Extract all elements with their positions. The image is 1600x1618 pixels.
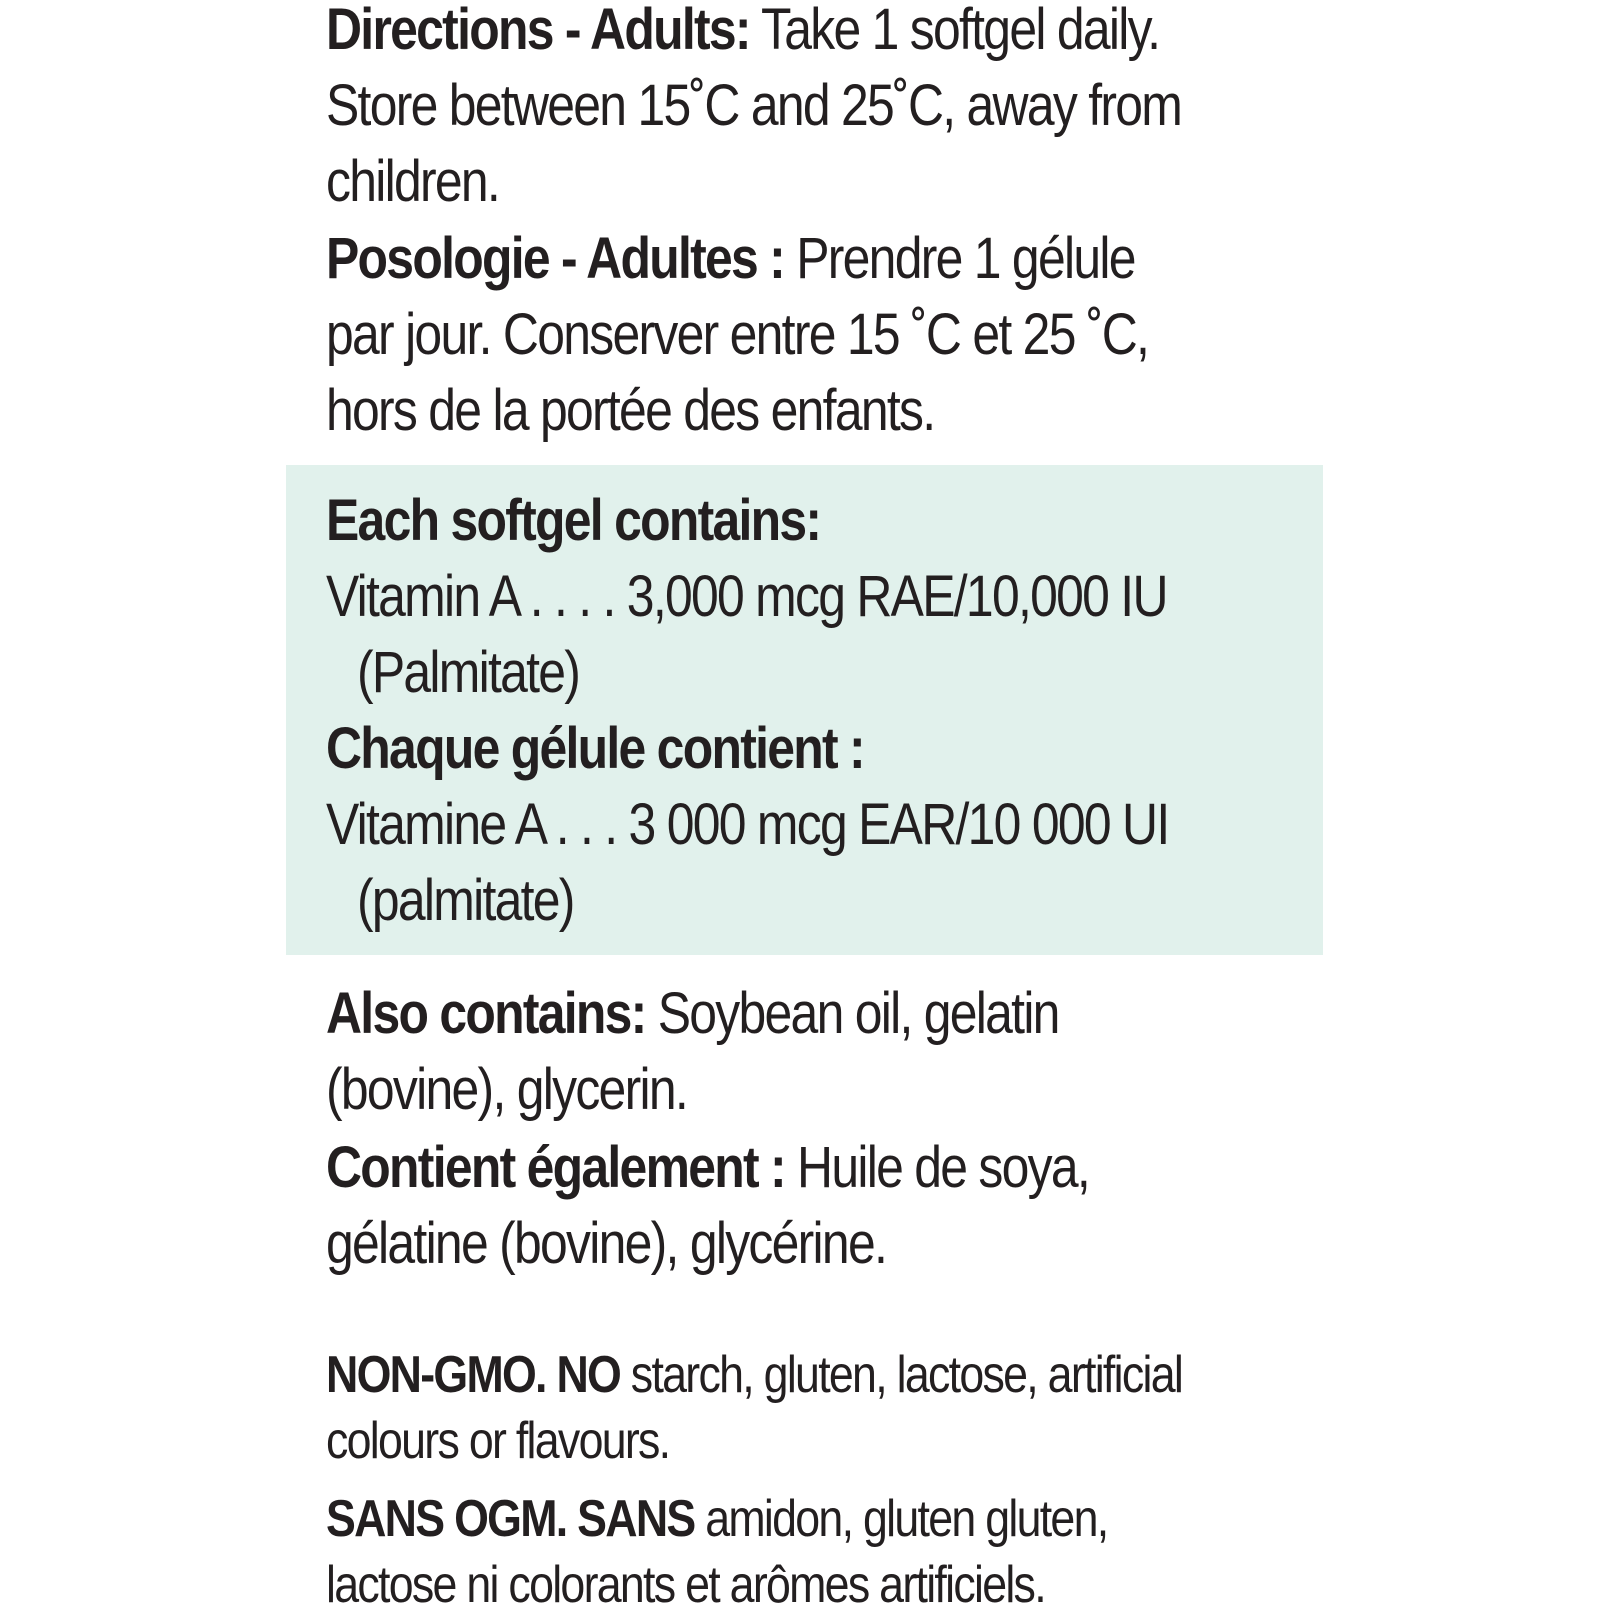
also-en-line-1: [326, 976, 1186, 1052]
directions-fr-text: Prendre 1 gélule: [784, 226, 1135, 291]
also-fr-heading: Contient également :: [326, 1135, 785, 1200]
directions-en-line-1: [326, 0, 1186, 68]
also-fr-line-1: [326, 1130, 1186, 1206]
ingredient-row-fr: Vitamine A . . . 3 000 mcg EAR/10 000 UI: [326, 792, 1169, 857]
free-from-en-heading: NON-GMO. NO: [326, 1346, 621, 1404]
also-en-heading: Also contains:: [326, 981, 646, 1046]
directions-en-heading: Directions - Adults:: [326, 0, 750, 62]
free-from-en-line-1: [326, 1342, 1186, 1408]
free-from-fr-line-1: [326, 1486, 1186, 1552]
ingredient-row-fr-source: (palmitate): [356, 868, 574, 933]
free-from-en-line-2: colours or flavours.: [326, 1412, 670, 1470]
free-from-fr-heading: SANS OGM. SANS: [326, 1490, 695, 1548]
free-from-fr-text: amidon, gluten gluten,: [694, 1490, 1108, 1548]
free-from-french: [326, 1486, 1186, 1618]
directions-fr-line-2: par jour. Conserver entre 15 ˚C et 25 ˚C,: [326, 302, 1149, 367]
ingredients-en-heading: Each softgel contains:: [326, 488, 821, 553]
directions-en-text: Take 1 softgel daily.: [749, 0, 1160, 62]
directions-en-line-3: children.: [326, 149, 500, 214]
directions-fr-line-3: hors de la portée des enfants.: [326, 378, 935, 443]
non-medicinal-english: [326, 976, 1186, 1128]
directions-french: [326, 221, 1186, 449]
ingredient-row-en: Vitamin A . . . . 3,000 mcg RAE/10,000 IU: [326, 564, 1167, 629]
also-en-line-2: (bovine), glycerin.: [326, 1057, 687, 1122]
directions-fr-heading: Posologie - Adultes :: [326, 226, 785, 291]
also-fr-line-2: gélatine (bovine), glycérine.: [326, 1211, 887, 1276]
free-from-english: [326, 1342, 1186, 1474]
ingredients-fr-heading: Chaque gélule contient :: [326, 716, 864, 781]
medicinal-ingredients: [326, 483, 1186, 939]
free-from-en-text: starch, gluten, lactose, artificial: [620, 1346, 1183, 1404]
directions-english: [326, 0, 1186, 220]
non-medicinal-french: [326, 1130, 1186, 1282]
also-en-text: Soybean oil, gelatin: [645, 981, 1059, 1046]
free-from-fr-line-2: lactose ni colorants et arômes artificiels.: [326, 1556, 1045, 1614]
directions-fr-line-1: [326, 221, 1186, 297]
also-fr-text: Huile de soya,: [784, 1135, 1090, 1200]
directions-en-line-2: Store between 15˚C and 25˚C, away from: [326, 73, 1182, 138]
ingredient-row-en-source: (Palmitate): [356, 640, 580, 705]
